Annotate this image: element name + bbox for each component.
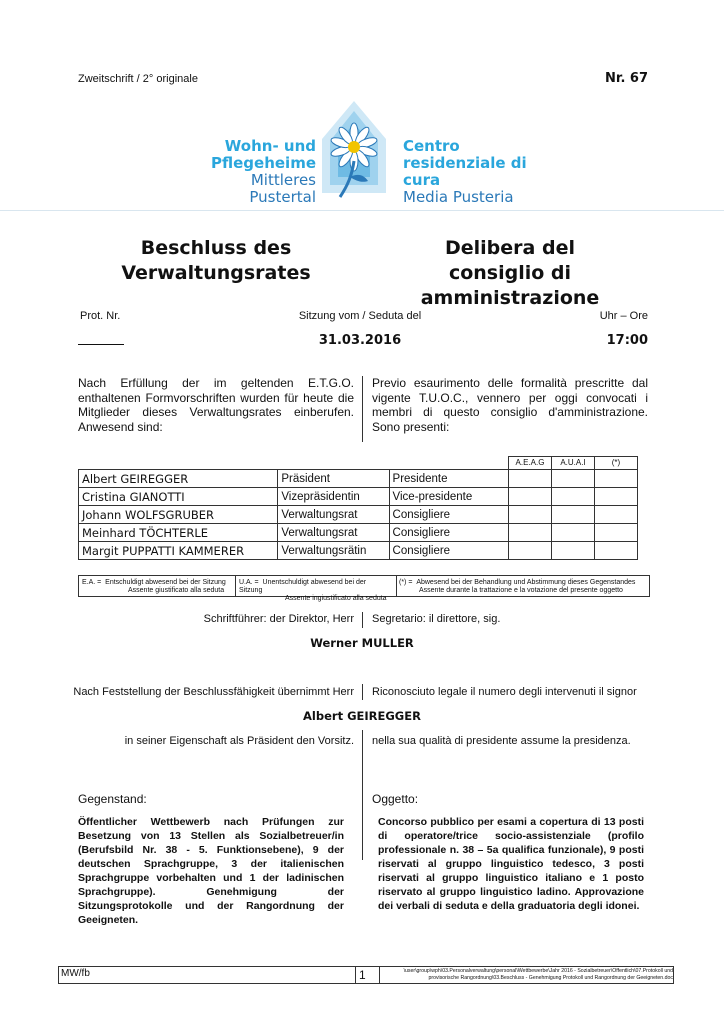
legend-star-line1 bbox=[399, 579, 649, 587]
cell-aeag bbox=[508, 542, 551, 560]
legend-ua-de: Unentschuldigt abwesend bei der Sitzung bbox=[239, 579, 367, 594]
column-divider bbox=[362, 376, 363, 442]
legend-ea-key: E.A. = bbox=[82, 579, 102, 586]
member-role-de: Vizepräsidentin bbox=[278, 488, 389, 506]
table-row bbox=[79, 470, 638, 488]
header-divider bbox=[0, 210, 724, 211]
member-role-it: Consigliere bbox=[389, 542, 508, 560]
title-it-line2: consiglio di amministrazione bbox=[420, 262, 600, 309]
legend-divider bbox=[235, 576, 236, 596]
cell-aeag bbox=[508, 506, 551, 524]
cell-auai bbox=[551, 470, 594, 488]
intro-italian: Previo esaurimento delle formalità prescritte dal vigente T.U.O.C., vennero per oggi convocati i membri di questo consiglio d'amministrazione. Sono presenti: bbox=[372, 376, 648, 434]
cell-star bbox=[594, 488, 637, 506]
legend-star-it: Assente durante la trattazione e la votazione del presente oggetto bbox=[419, 587, 623, 594]
title-de-line2: Verwaltungsrates bbox=[121, 262, 311, 284]
title-italian bbox=[362, 236, 658, 311]
member-role-it: Consigliere bbox=[389, 506, 508, 524]
member-role-it: Consigliere bbox=[389, 524, 508, 542]
cell-aeag bbox=[508, 488, 551, 506]
file-path-line1: \user\group\wph\03.Personalverwaltung\personal\Wettbewerbe\Jahr 2016 - Sozialbetreuer\Öffentlich\07.Protokoll und bbox=[403, 968, 673, 974]
time-label: Uhr – Ore bbox=[599, 310, 648, 322]
title-de-line1: Beschluss des bbox=[140, 237, 292, 259]
footer-divider bbox=[355, 967, 356, 983]
copy-label: Zweitschrift / 2° originale bbox=[78, 73, 198, 85]
cell-star bbox=[594, 506, 637, 524]
chair-it: nella sua qualità di presidente assume la presidenza. bbox=[372, 735, 631, 747]
legend-ua-key: U.A. = bbox=[239, 579, 259, 586]
logo-text-de-line2: Pflegeheime bbox=[211, 154, 316, 172]
title-german bbox=[118, 236, 314, 286]
cell-aeag bbox=[508, 524, 551, 542]
file-path bbox=[381, 968, 673, 982]
subject-label-de: Gegenstand: bbox=[78, 792, 147, 806]
cell-auai bbox=[551, 542, 594, 560]
member-role-de: Verwaltungsrat bbox=[278, 524, 389, 542]
legend-ua-line1 bbox=[239, 579, 389, 595]
table-row bbox=[79, 506, 638, 524]
legend-ea-line1 bbox=[82, 579, 232, 587]
legend-divider bbox=[396, 576, 397, 596]
page-footer bbox=[58, 966, 674, 984]
member-name: Meinhard TÖCHTERLE bbox=[79, 524, 278, 542]
column-divider bbox=[362, 612, 363, 628]
protocol-number-blank bbox=[78, 344, 124, 345]
absence-legend bbox=[78, 575, 650, 602]
secretary-de: Schriftführer: der Direktor, Herr bbox=[203, 613, 354, 625]
page-number: 1 bbox=[359, 968, 366, 982]
footer-divider bbox=[379, 967, 380, 983]
cell-star bbox=[594, 470, 637, 488]
cell-star bbox=[594, 524, 637, 542]
member-name: Johann WOLFSGRUBER bbox=[79, 506, 278, 524]
logo-text-de-line1: Wohn- und bbox=[224, 137, 316, 155]
member-role-it: Vice-presidente bbox=[389, 488, 508, 506]
logo-text-it-line1: Centro bbox=[403, 137, 460, 155]
protocol-label: Prot. Nr. bbox=[80, 310, 121, 322]
logo-text-it-line3: Media Pusteria bbox=[403, 188, 514, 206]
cell-auai bbox=[551, 524, 594, 542]
chair-de: in seiner Eigenschaft als Präsident den Vorsitz. bbox=[124, 735, 354, 747]
table-row bbox=[79, 524, 638, 542]
member-role-de: Verwaltungsrat bbox=[278, 506, 389, 524]
logo-text-it-line2: residenziale di cura bbox=[403, 154, 527, 189]
member-role-de: Verwaltungsrätin bbox=[278, 542, 389, 560]
house-flower-logo-icon bbox=[316, 97, 392, 201]
legend-star-de: Abwesend bei der Behandlung und Abstimmung dieses Gegenstandes bbox=[416, 579, 636, 586]
subject-label-it: Oggetto: bbox=[372, 792, 419, 806]
author-initials: MW/fb bbox=[61, 968, 90, 979]
legend-ea-de: Entschuldigt abwesend bei der Sitzung bbox=[105, 579, 226, 586]
file-path-line2: provisorische Rangordnung\03.Beschluss - Genehmigung Protokoll und Rangordnung der Geeigneten.doc bbox=[428, 975, 673, 981]
legend-ea-it: Assente giustificato alla seduta bbox=[128, 587, 225, 594]
decision-number: Nr. 67 bbox=[605, 71, 648, 86]
member-name: Cristina GIANOTTI bbox=[79, 488, 278, 506]
legend-star-key: (*) = bbox=[399, 579, 413, 586]
logo-text-de-line3: Mittleres Pustertal bbox=[249, 171, 316, 206]
cell-star bbox=[594, 542, 637, 560]
subject-text-it: Concorso pubblico per esami a copertura di 13 posti di operatore/trice socio-assistenziale (profilo professionale n. 38 – 5a qualifica funzionale), 9 posti riservati al gruppo linguistico tedesco, 3 posti riservati al gruppo linguistico italiano e 1 posto riservato al gruppo linguistico ladino. Approvazione dei verbali di seduta e della graduatoria degli idonei. bbox=[378, 816, 644, 912]
cell-auai bbox=[551, 488, 594, 506]
cell-auai bbox=[551, 506, 594, 524]
table-row bbox=[79, 542, 638, 560]
col-header-aeag: A.E.A.G bbox=[508, 456, 552, 469]
member-role-it: Presidente bbox=[389, 470, 508, 488]
subject-text-de: Öffentlicher Wettbewerb nach Prüfungen zur Besetzung von 13 Stellen als Sozialbetreuer/in (Berufsbild Nr. 38 - 5. Funktionsebene), 9 der deutschen Sprachgruppe, 3 der italienischen Sprachgruppe vorbehalten und 1 der ladinischen Sprachgruppe). Genehmigung der Sitzungsprotokolle und der Rangordnung der Geeigneten. bbox=[78, 816, 344, 926]
secretary-name: Werner MULLER bbox=[310, 636, 414, 650]
quorum-de: Nach Feststellung der Beschlussfähigkeit übernimmt Herr bbox=[73, 686, 354, 698]
session-date: 31.03.2016 bbox=[318, 333, 402, 348]
cell-aeag bbox=[508, 470, 551, 488]
col-header-auai: A.U.A.I bbox=[551, 456, 595, 469]
attendance-table bbox=[78, 469, 638, 560]
legend-ua-it: Assente ingiustificato alla seduta bbox=[285, 595, 387, 602]
logo-text-german bbox=[198, 138, 316, 206]
logo-text-italian bbox=[403, 138, 563, 206]
chairman-name: Albert GEIREGGER bbox=[303, 709, 421, 723]
secretary-it: Segretario: il direttore, sig. bbox=[372, 613, 501, 625]
intro-german: Nach Erfüllung der im geltenden E.T.G.O. enthaltenen Formvorschriften wurden für heute die Mitglieder dieses Verwaltungsrates einberufen. Anwesend sind: bbox=[78, 376, 354, 434]
table-row bbox=[79, 488, 638, 506]
session-time: 17:00 bbox=[606, 333, 648, 348]
session-label: Sitzung vom / Seduta del bbox=[298, 310, 422, 322]
member-role-de: Präsident bbox=[278, 470, 389, 488]
column-divider bbox=[362, 684, 363, 700]
column-divider bbox=[362, 730, 363, 860]
member-name: Margit PUPPATTI KAMMERER bbox=[79, 542, 278, 560]
title-it-line1: Delibera del bbox=[445, 237, 575, 259]
quorum-it: Riconosciuto legale il numero degli intervenuti il signor bbox=[372, 686, 637, 698]
member-name: Albert GEIREGGER bbox=[79, 470, 278, 488]
col-header-star: (*) bbox=[594, 456, 638, 469]
